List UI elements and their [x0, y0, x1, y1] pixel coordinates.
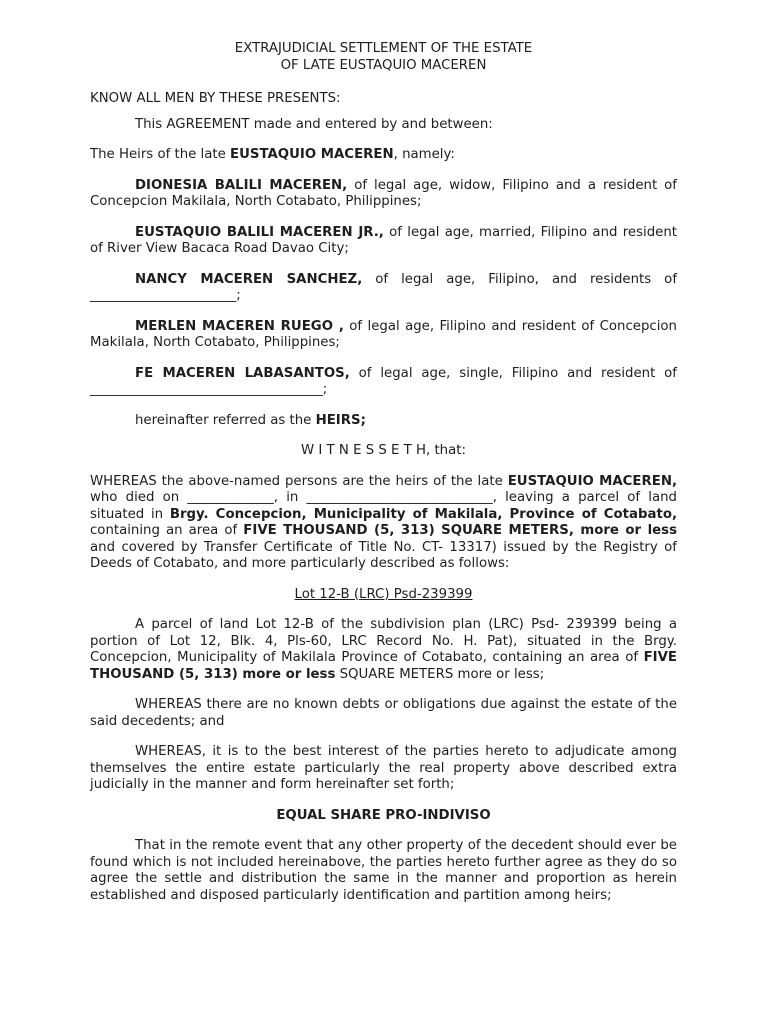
heir-paragraph: FE MACEREN LABASANTOS, of legal age, single, Filipino and resident of ___________________________________;	[90, 365, 677, 397]
witnesseth-heading: W I T N E S S E T H, that:	[301, 443, 466, 458]
lot-heading: Lot 12-B (LRC) Psd-239399	[294, 586, 473, 602]
opening-line: KNOW ALL MEN BY THESE PRESENTS:	[90, 91, 341, 106]
remote-event-paragraph: That in the remote event that any other property of the decedent should ever be found which is not included hereinabove, the parties hereto further agree as they do so agree the settle and distribution the same in the manner and proportion as herein established and disposed particularly identification and partition among heirs;	[90, 838, 677, 903]
parcel-description: A parcel of land Lot 12-B of the subdivision plan (LRC) Psd- 239399 being a portion of Lot 12, Blk. 4, Pls-60, LRC Record No. H. Pat), situated in the Brgy. Concepcion, Municipality of Makilala Province of Cotabato, containing an area of FIVE THOUSAND (5, 313) more or less SQUARE METERS more or less;	[90, 617, 677, 682]
heir-paragraph: EUSTAQUIO BALILI MACEREN JR., of legal age, married, Filipino and resident of River View Bacaca Road Davao City;	[90, 224, 677, 256]
whereas-paragraph-2: WHEREAS there are no known debts or obligations due against the estate of the said decedents; and	[90, 697, 677, 729]
whereas-paragraph-3: WHEREAS, it is to the best interest of the parties hereto to adjudicate among themselves the entire estate particularly the real property above described extra judicially in the manner and form hereinafter set forth;	[90, 744, 677, 792]
share-heading: EQUAL SHARE PRO-INDIVISO	[276, 807, 491, 823]
heir-paragraph: DIONESIA BALILI MACEREN, of legal age, widow, Filipino and a resident of Concepcion Makilala, North Cotabato, Philippines;	[90, 177, 677, 209]
document-body	[90, 41, 677, 904]
heirs-intro: The Heirs of the late EUSTAQUIO MACEREN, namely:	[90, 147, 455, 162]
title-line-2: OF LATE EUSTAQUIO MACEREN	[280, 57, 487, 73]
heir-paragraph: MERLEN MACEREN RUEGO , of legal age, Filipino and resident of Concepcion Makilala, North Cotabato, Philippines;	[90, 318, 677, 350]
whereas-paragraph-1: WHEREAS the above-named persons are the heirs of the late EUSTAQUIO MACEREN, who died on _____________, in ____________________________, leaving a parcel of land situated in Brgy. Concepcion, Municipality of Makilala, Province of Cotabato, containing an area of FIVE THOUSAND (5, 313) SQUARE METERS, more or less and covered by Transfer Certificate of Title No. CT- 13317) issued by the Registry of Deeds of Cotabato, and more particularly described as follows:	[90, 473, 678, 571]
hereinafter-line: hereinafter referred as the HEIRS;	[135, 412, 366, 428]
title-line-1: EXTRAJUDICIAL SETTLEMENT OF THE ESTATE	[234, 41, 533, 56]
heir-paragraph: NANCY MACEREN SANCHEZ, of legal age, Filipino, and residents of ______________________;	[90, 271, 677, 303]
agreement-line: This AGREEMENT made and entered by and between:	[135, 116, 493, 132]
